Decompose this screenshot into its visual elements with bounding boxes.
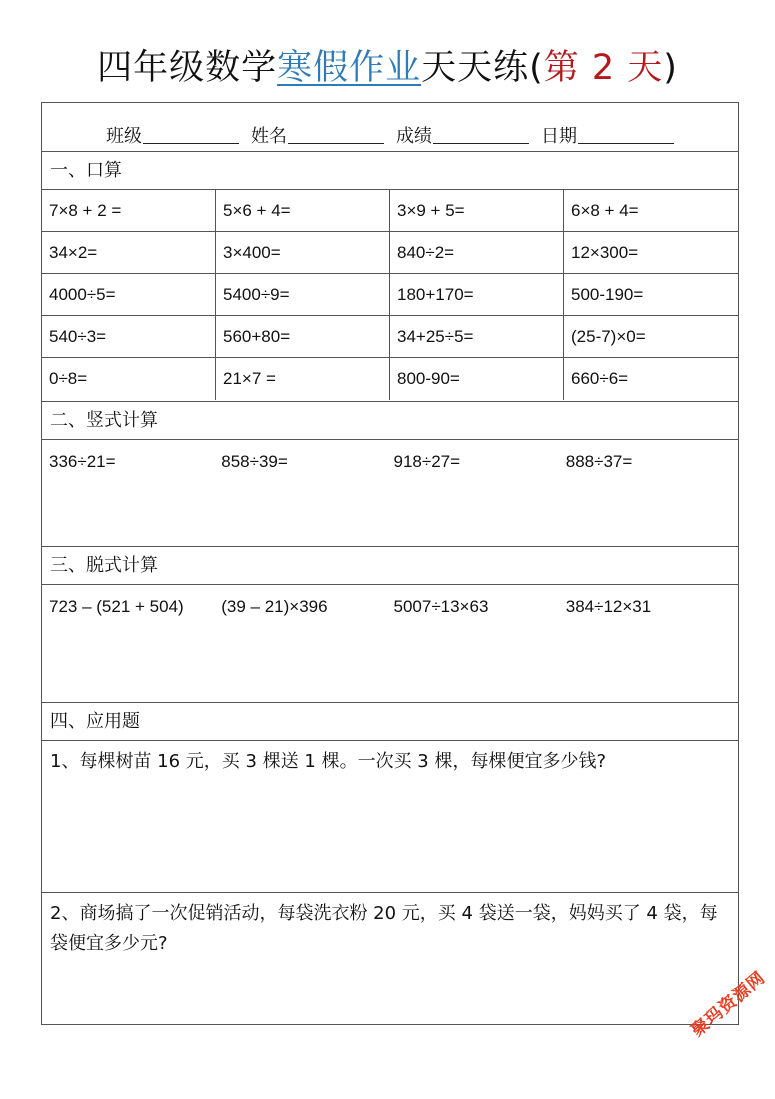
oral-problem-cell: 840÷2= (390, 232, 564, 274)
application-problem-2-text: 2、商场搞了一次促销活动，每袋洗衣粉 20 元，买 4 袋送一袋，妈妈买了 4 袋，每袋便宜多少元? (50, 903, 718, 954)
oral-problem-cell: 180+170= (390, 274, 564, 316)
stepwise-problems (42, 585, 738, 617)
application-problem-1-text: 1、每棵树苗 16 元，买 3 棵送 1 棵。一次买 3 棵，每棵便宜多少钱? (50, 751, 607, 772)
oral-problem-cell: 3×400= (216, 232, 390, 274)
title-suffix: ) (663, 48, 678, 88)
oral-problem-cell: 6×8 + 4= (564, 190, 738, 232)
score-blank[interactable] (433, 143, 529, 144)
class-field[interactable] (106, 122, 239, 148)
name-label: 姓名 (251, 126, 287, 147)
name-field[interactable] (251, 122, 384, 148)
watermark-stamp: 聚玛资源网 (687, 967, 770, 1042)
stepwise-calc-row (42, 585, 738, 703)
vertical-calc-row (42, 440, 738, 547)
oral-grid (42, 190, 738, 402)
oral-problem-cell: 500-190= (564, 274, 738, 316)
date-label: 日期 (541, 126, 577, 147)
oral-problem-cell: 560+80= (216, 316, 390, 358)
section-oral-heading: 一、口算 (42, 152, 738, 190)
class-label: 班级 (106, 126, 142, 147)
oral-problem-cell: 34+25÷5= (390, 316, 564, 358)
oral-problem-cell: 4000÷5= (42, 274, 216, 316)
oral-problem-cell: 5×6 + 4= (216, 190, 390, 232)
oral-problem-cell: 21×7 = (216, 358, 390, 400)
vertical-problem: 336÷21= (49, 452, 116, 471)
vertical-problem: 858÷39= (221, 452, 288, 471)
application-problem-1 (42, 741, 738, 893)
stepwise-problem: 723 – (521 + 504) (49, 597, 184, 616)
vertical-problem: 918÷27= (393, 452, 461, 471)
stepwise-problem: (39 – 21)×396 (221, 597, 328, 616)
name-blank[interactable] (288, 143, 384, 144)
oral-problem-cell: 5400÷9= (216, 274, 390, 316)
vertical-problems (42, 440, 738, 472)
title-day: 第 2 天 (543, 48, 664, 88)
oral-problem-cell: (25-7)×0= (564, 316, 738, 358)
stepwise-problem: 5007÷13×63 (393, 597, 489, 616)
vertical-problem: 888÷37= (565, 452, 633, 471)
date-blank[interactable] (578, 143, 674, 144)
page-title (0, 44, 775, 92)
oral-problem-cell: 12×300= (564, 232, 738, 274)
score-field[interactable] (396, 122, 529, 148)
section-application-heading: 四、应用题 (42, 703, 738, 741)
oral-grid-cells (42, 190, 738, 400)
oral-problem-cell: 3×9 + 5= (390, 190, 564, 232)
student-info-row (42, 103, 738, 152)
date-field[interactable] (541, 122, 674, 148)
class-blank[interactable] (143, 143, 239, 144)
oral-problem-cell: 800-90= (390, 358, 564, 400)
score-label: 成绩 (396, 126, 432, 147)
title-highlight: 寒假作业 (277, 48, 422, 88)
title-middle: 天天练( (421, 48, 544, 88)
oral-problem-cell: 540÷3= (42, 316, 216, 358)
oral-problem-cell: 34×2= (42, 232, 216, 274)
oral-problem-cell: 7×8 + 2 = (42, 190, 216, 232)
section-stepwise-heading: 三、脱式计算 (42, 547, 738, 585)
worksheet-table (41, 102, 739, 1025)
oral-problem-cell: 0÷8= (42, 358, 216, 400)
stepwise-problem: 384÷12×31 (565, 597, 652, 616)
section-vertical-heading: 二、竖式计算 (42, 402, 738, 440)
title-prefix: 四年级数学 (97, 48, 278, 88)
application-problem-2 (42, 893, 738, 1024)
oral-problem-cell: 660÷6= (571, 369, 629, 388)
